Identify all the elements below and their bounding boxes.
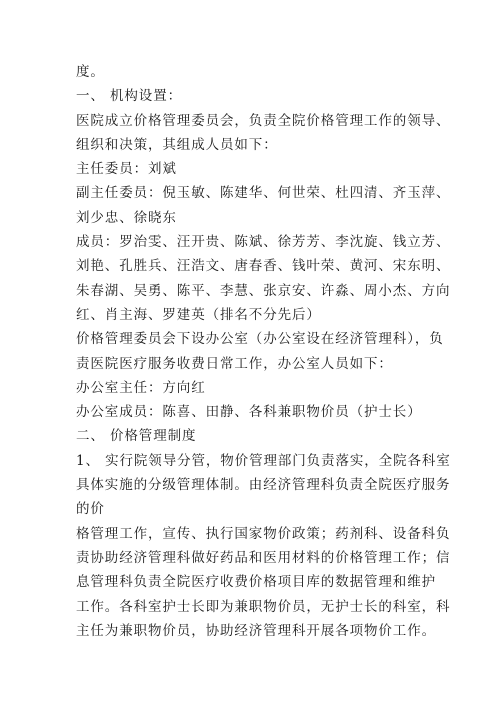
office-director [76, 376, 431, 400]
text-line: 红、肖主海、罗建英（排名不分先后） [76, 306, 321, 323]
text-line: 二、 价格管理制度 [76, 428, 197, 445]
office-members [76, 400, 431, 424]
committee-members [76, 230, 451, 327]
section-heading-organization [76, 84, 431, 108]
paragraph-office-intro [76, 327, 444, 376]
text-line: 一、 机构设置： [76, 88, 182, 105]
committee-chair [76, 157, 431, 181]
text-line: 具体实施的分级管理体制。由经济管理科负责全院医疗服务 [76, 477, 451, 494]
section-heading-price-management [76, 424, 431, 448]
text-line: 组织和决策，其组成人员如下： [76, 136, 278, 153]
paragraph-continuation [76, 60, 431, 84]
text-line: 格管理工作，宣传、执行国家物价政策；药剂科、设备科负 [76, 525, 451, 542]
text-line: 价格管理委员会下设办公室（办公室设在经济管理科），负 [76, 331, 444, 348]
text-line: 主任委员：刘斌 [76, 161, 177, 178]
text-line: 刘少忠、徐晓东 [76, 209, 177, 226]
text-line: 息管理科负责全院医疗收费价格项目库的数据管理和维护 [76, 574, 436, 591]
text-line: 刘艳、孔胜兵、汪浩文、唐春香、钱叶荣、黄河、宋东明、 [76, 258, 451, 275]
text-line: 医院成立价格管理委员会，负责全院价格管理工作的领导、 [76, 112, 451, 129]
text-line: 朱春湖、吴勇、陈平、李慧、张京安、许淼、周小杰、方向 [76, 282, 451, 299]
rule-item-1 [76, 449, 451, 522]
text-line: 责医院医疗服务收费日常工作，办公室人员如下： [76, 355, 393, 372]
text-line: 责协助经济管理科做好药品和医用材料的价格管理工作；信 [76, 549, 451, 566]
text-line: 度。 [76, 64, 105, 80]
text-line: 主任为兼职物价员，协助经济管理科开展各项物价工作。 [76, 622, 436, 639]
text-line: 办公室成员：陈喜、田静、各科兼职物价员（护士长） [76, 404, 422, 421]
text-line: 工作。各科室护士长即为兼职物价员，无护士长的科室，科 [76, 598, 451, 615]
text-line: 1、 实行院领导分管，物价管理部门负责落实，全院各科室 [76, 452, 451, 469]
text-line: 成员：罗治雯、汪开贵、陈斌、徐芳芳、李沈旋、钱立芳、 [76, 234, 451, 251]
rule-item-1-continued [76, 522, 451, 643]
text-line: 副主任委员：倪玉敏、陈建华、何世荣、杜四清、齐玉萍、 [76, 185, 451, 202]
paragraph-committee-intro [76, 109, 451, 158]
text-line: 办公室主任：方向红 [76, 379, 206, 396]
committee-vice-chairs [76, 181, 451, 230]
document-body [76, 60, 451, 643]
text-line: 的价 [76, 501, 105, 518]
